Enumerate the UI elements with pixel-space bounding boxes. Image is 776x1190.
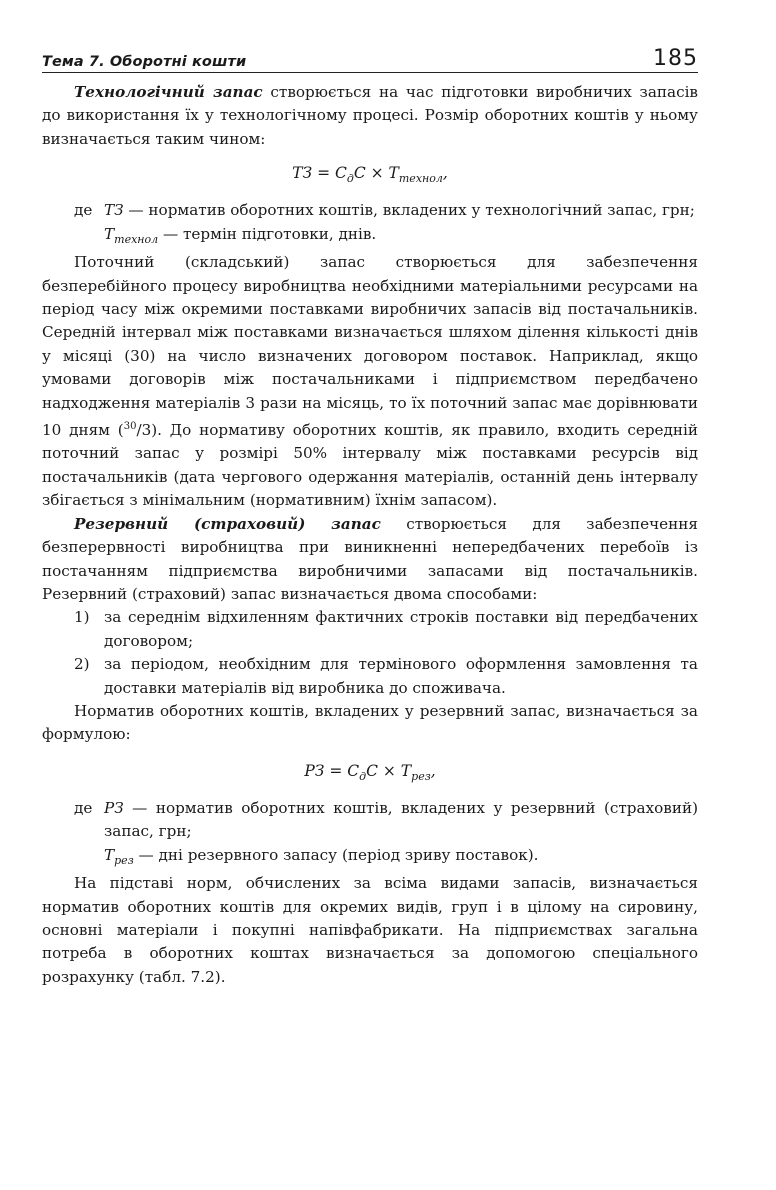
definition-text: — термін підготовки, днів. [158,224,377,243]
formula-technological-stock [42,159,698,193]
term-technological-stock: Технологічний запас [74,83,263,101]
formula-part: С × Т [353,164,399,183]
definition-text: — дні резервного запасу (період зриву поставок). [133,845,539,864]
definition-text: — норматив оборотних коштів, вкладених у резервний (страховий) запас, грн; [104,798,698,841]
formula-subscript: технол [398,172,443,186]
definition-rz [42,797,698,844]
formula-part: , [430,761,436,780]
definition-text: — норматив оборотних коштів, вкладених у технологічний запас, грн; [123,201,695,220]
list-item [42,606,698,653]
paragraph-text: Поточний (складський) запас створюється для забезпечення безперебійного процесу виробництва необхідними матеріальними ресурсами на період часу між окремими поставками виробничих запасів від постачальників. Середній інтервал між поставками визначається шляхом ділення кількості днів у місяці (30) на число визначених договором поставок. Наприклад, якщо умовами договорів між постачальниками і підприємством передбачено надходження матеріалів 3 рази на місяць, то їх поточний запас має дорівнювати 10 дням ( [42,253,698,440]
definition-t-technol [42,223,698,251]
definition-t-rez [42,844,698,872]
symbol: РЗ [104,798,124,817]
symbol-subscript: рез [114,853,134,867]
paragraph-text: /3). До нормативу оборотних коштів, як правило, входить середній поточний запас у розмірі 50% інтервалу між поставками ресурсів від постачальників (дата чергового одержання матеріалів, останній день інтервалу збігається з мінімальним (нормативним) їхнім запасом). [42,421,698,510]
formula-subscript: д [346,172,354,186]
formula-subscript: рез [411,769,431,783]
definition-tz [42,199,698,222]
formula-part: РЗ = С [304,761,360,780]
paragraph-text: створюється на час підготовки виробничих запасів до використання їх у технологічному процесі. Розмір оборотних коштів у ньому визначається таким чином: [42,83,698,148]
symbol-subscript: технол [114,232,159,246]
running-header [42,38,698,73]
symbol-base: Т [104,845,115,864]
paragraph-text: На підставі норм, обчислених за всіма видами запасів, визначається норматив оборотних коштів для окремих видів, груп і в цілому на сировину, основні матеріали і покупні напівфабрикати. На підприємствах загальна потреба в оборотних коштах визначається за допомогою спеціального розрахунку (табл. 7.2). [42,874,698,986]
body-text [42,81,698,989]
list-number: 2) [74,655,90,674]
symbol: ТЗ [104,201,124,220]
page [42,38,698,989]
where-lead: де [74,201,93,220]
formula-part: ТЗ = С [292,164,347,183]
paragraph-text: Норматив оборотних коштів, вкладених у резервний запас, визначається за формулою: [42,701,698,744]
list-number: 1) [74,608,90,627]
list-item [42,653,698,700]
page-number: 185 [653,46,698,71]
paragraph-reserve-formula-intro [42,700,698,747]
chapter-title: Тема 7. Оборотні кошти [42,54,247,70]
where-lead: де [74,798,93,817]
symbol [104,845,134,867]
list-text: за середнім відхиленням фактичних строків поставки від передбачених договором; [104,608,698,650]
paragraph-reserve-stock [42,513,698,607]
term-reserve-stock: Резервний (страховий) запас [74,514,381,533]
formula-reserve-stock [42,757,698,791]
symbol [104,224,159,246]
symbol-base: Т [104,224,115,243]
paragraph-technological-stock [42,81,698,151]
superscript: 30 [123,421,137,432]
formula-part: С × Т [366,761,412,780]
paragraph-current-stock [42,251,698,513]
formula-part: , [442,164,448,183]
list-text: за періодом, необхідним для термінового оформлення замовлення та доставки матеріалів від виробника до споживача. [104,655,698,697]
paragraph-text: створюється для забезпечення безперервності виробництва при виникненні непередбачених перебоїв із постачанням підприємства виробничими запасами від постачальників. Резервний (страховий) запас визначається двома способами: [42,514,698,603]
paragraph-conclusion [42,872,698,989]
formula-subscript: д [359,769,367,783]
